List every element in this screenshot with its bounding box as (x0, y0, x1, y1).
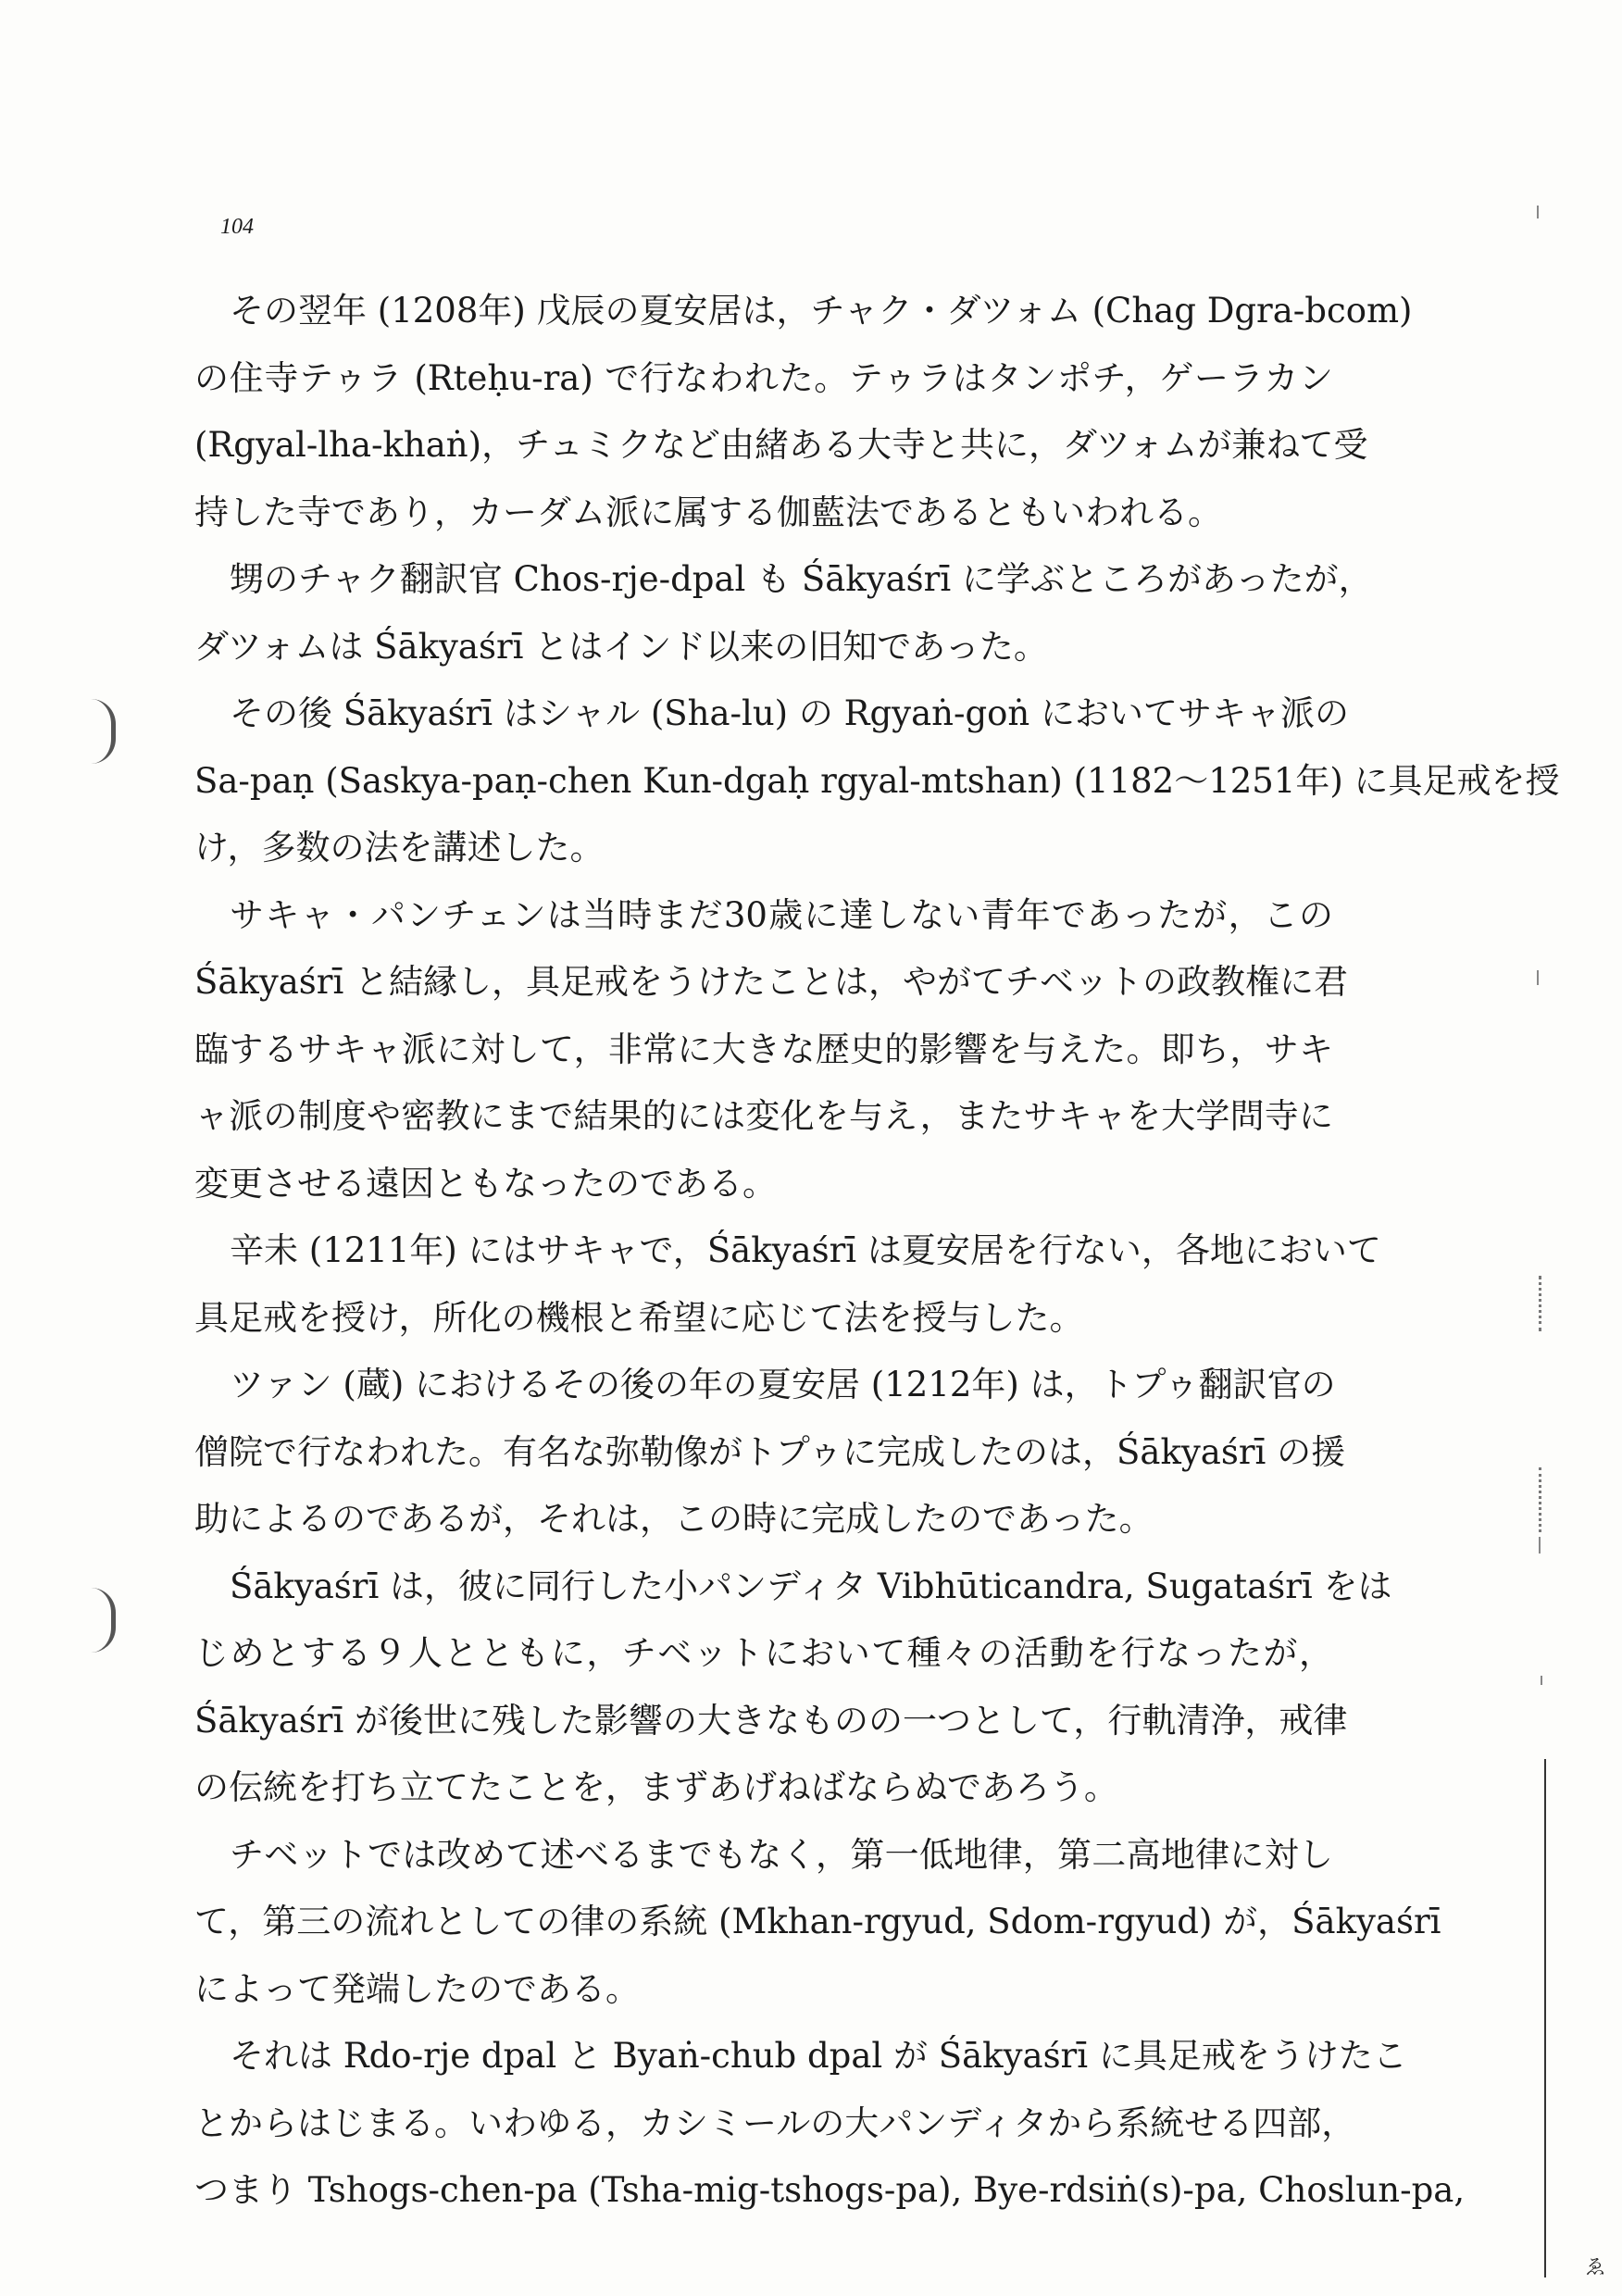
right-margin-tick (1537, 206, 1539, 218)
margin-glyph: ゑ (1585, 2256, 1606, 2279)
text-line: とからはじまる。いわゆる，カシミールの大パンディタから系統せる四部， (194, 2103, 1356, 2143)
text-line: 助によるのであるが，それは，この時に完成したのであった。 (194, 1499, 1154, 1539)
text-line: Śākyaśrī が後世に残した影響の大きなものの一つとして，行軌清浄，戒律 (194, 1700, 1348, 1741)
right-margin-tick (1541, 1676, 1542, 1685)
left-margin-hole-mark (91, 1588, 116, 1653)
text-line: 変更させる遠因ともなったのである。 (194, 1163, 777, 1204)
text-line: 臨するサキャ派に対して，非常に大きな歴史的影響を与えた。即ち，サキ (194, 1029, 1333, 1069)
text-line: ャ派の制度や密教にまで結果的には変化を与え，またサキャを大学問寺に (194, 1096, 1333, 1136)
text-line: Śākyaśrī は，彼に同行した小パンディタ Vibhūticandra, Sugataśrī をは (230, 1566, 1392, 1606)
text-line: によって発端したのである。 (194, 1968, 640, 2009)
text-line: その後 Śākyaśrī はシャル (Sha-lu) の Rgyaṅ-goṅ においてサキャ派の (230, 693, 1350, 733)
text-line: け，多数の法を講述した。 (194, 828, 605, 867)
right-margin-tick (1537, 970, 1539, 985)
left-margin-hole-mark (91, 699, 116, 764)
text-line: その翌年 (1208年) 戊辰の夏安居は，チャク・ダツォム (Chag Dgra-bcom) (230, 291, 1413, 331)
text-line: (Rgyal-lha-khaṅ)，チュミクなど由緒ある大寺と共に，ダツォムが兼ねて受 (194, 425, 1368, 465)
text-line: サキャ・パンチェンは当時まだ30歳に達しない青年であったが，この (230, 894, 1333, 935)
text-line: て，第三の流れとしての律の系統 (Mkhan-rgyud, Sdom-rgyud) が，Śākyaśrī (194, 1902, 1441, 1941)
text-line: の住寺テゥラ (Rteḥu-ra) で行なわれた。テゥラはタンポチ，ゲーラカン (194, 357, 1333, 398)
text-line: それは Rdo-rje dpal と Byaṅ-chub dpal が Śākyaśrī に具足戒をうけたこ (230, 2036, 1407, 2076)
text-line: 具足戒を授け，所化の機根と希望に応じて法を授与した。 (194, 1297, 1084, 1338)
text-line: の伝統を打ち立てたことを，まずあげねばならぬであろう。 (194, 1767, 1118, 1807)
text-line: 僧院で行なわれた。有名な弥勒像がトプゥに完成したのは，Śākyaśrī の援 (194, 1431, 1346, 1472)
text-line: 甥のチャク翻訳官 Chos-rje-dpal も Śākyaśrī に学ぶところがあったが， (230, 559, 1373, 599)
right-margin-tick (1539, 1537, 1541, 1554)
page-number: 104 (220, 215, 254, 239)
text-line: ツァン (蔵) におけるその後の年の夏安居 (1212年) は，トプゥ翻訳官の (230, 1365, 1336, 1404)
right-margin-solid-rule (1544, 1759, 1546, 2277)
text-line: 辛未 (1211年) にはサキャで，Śākyaśrī は夏安居を行ない，各地において (230, 1230, 1381, 1270)
body-text (194, 278, 1560, 2225)
text-line: つまり Tshogs-chen-pa (Tsha-mig-tshogs-pa), Bye-rdsiṅ(s)-pa, Choslun-pa, (194, 2170, 1466, 2210)
text-line: Śākyaśrī と結縁し，具足戒をうけたことは，やがてチベットの政教権に君 (194, 962, 1349, 1002)
text-line: ダツォムは Śākyaśrī とはインド以来の旧知であった。 (194, 626, 1048, 667)
right-margin-dotted-rule (1539, 1467, 1541, 1532)
text-line: Sa-paṇ (Saskya-paṇ-chen Kun-dgaḥ rgyal-mtshan) (1182〜1251年) に具足戒を授 (194, 760, 1560, 801)
text-line: じめとする９人とともに，チベットにおいて種々の活動を行なったが， (194, 1633, 1333, 1673)
text-line: 持した寺であり，カーダム派に属する伽藍法であるともいわれる。 (194, 492, 1222, 532)
right-margin-dotted-rule (1539, 1276, 1541, 1331)
text-line: チベットでは改めて述べるまでもなく，第一低地律，第二高地律に対し (230, 1834, 1333, 1875)
